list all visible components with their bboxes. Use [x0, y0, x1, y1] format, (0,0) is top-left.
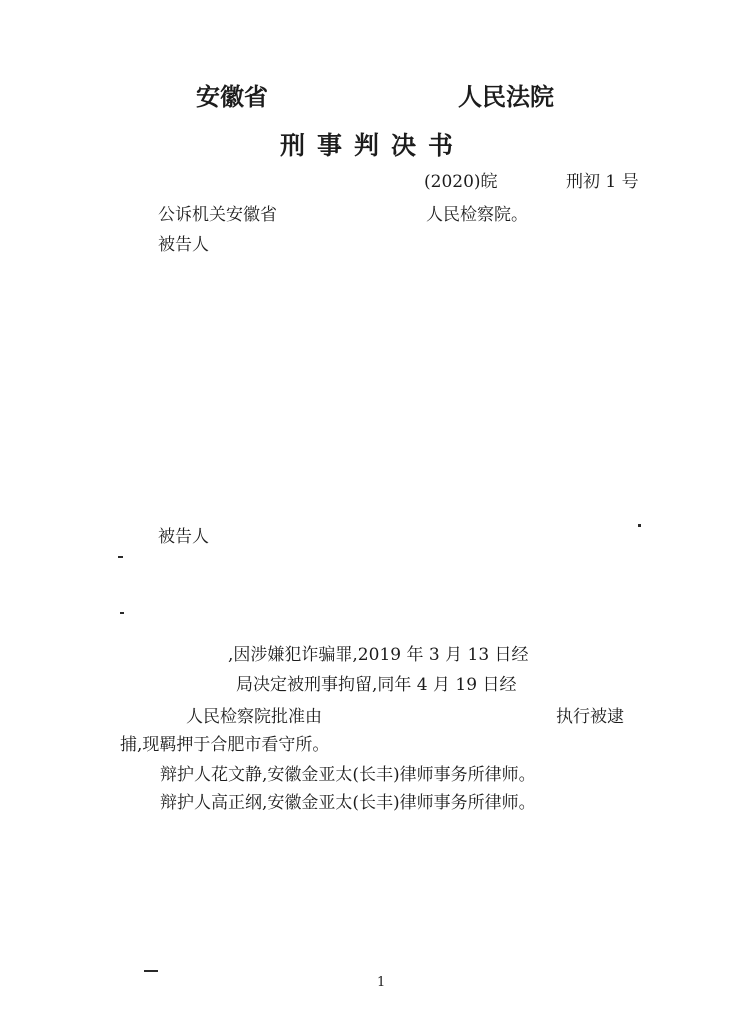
case-number-right: 刑初 1 号: [566, 172, 639, 192]
prosecutor-right: 人民检察院。: [426, 205, 528, 225]
detention-line-3-left: 人民检察院批准由: [186, 707, 322, 727]
court-name-left: 安徽省: [196, 83, 268, 111]
scan-mark: [638, 524, 641, 527]
defendant-1-label: 被告人: [158, 235, 209, 255]
court-name-right: 人民法院: [458, 83, 554, 111]
document-title: 刑事判决书: [280, 131, 466, 160]
detention-line-4: 捕,现羁押于合肥市看守所。: [120, 735, 330, 755]
detention-line-3-right: 执行被逮: [556, 707, 624, 727]
page-number: 1: [377, 975, 386, 990]
scan-mark: [118, 556, 123, 558]
defense-counsel-1: 辩护人花文静,安徽金亚太(长丰)律师事务所律师。: [160, 765, 536, 785]
defense-counsel-2: 辩护人高正纲,安徽金亚太(长丰)律师事务所律师。: [160, 793, 536, 813]
detention-line-2: 局决定被刑事拘留,同年 4 月 19 日经: [236, 675, 517, 695]
case-number-left: (2020)皖: [424, 172, 498, 192]
detention-line-1: ,因涉嫌犯诈骗罪,2019 年 3 月 13 日经: [228, 645, 529, 665]
scan-mark: [120, 612, 124, 614]
prosecutor-left: 公诉机关安徽省: [158, 205, 277, 225]
scan-mark: [144, 970, 158, 972]
defendant-2-label: 被告人: [158, 527, 209, 547]
